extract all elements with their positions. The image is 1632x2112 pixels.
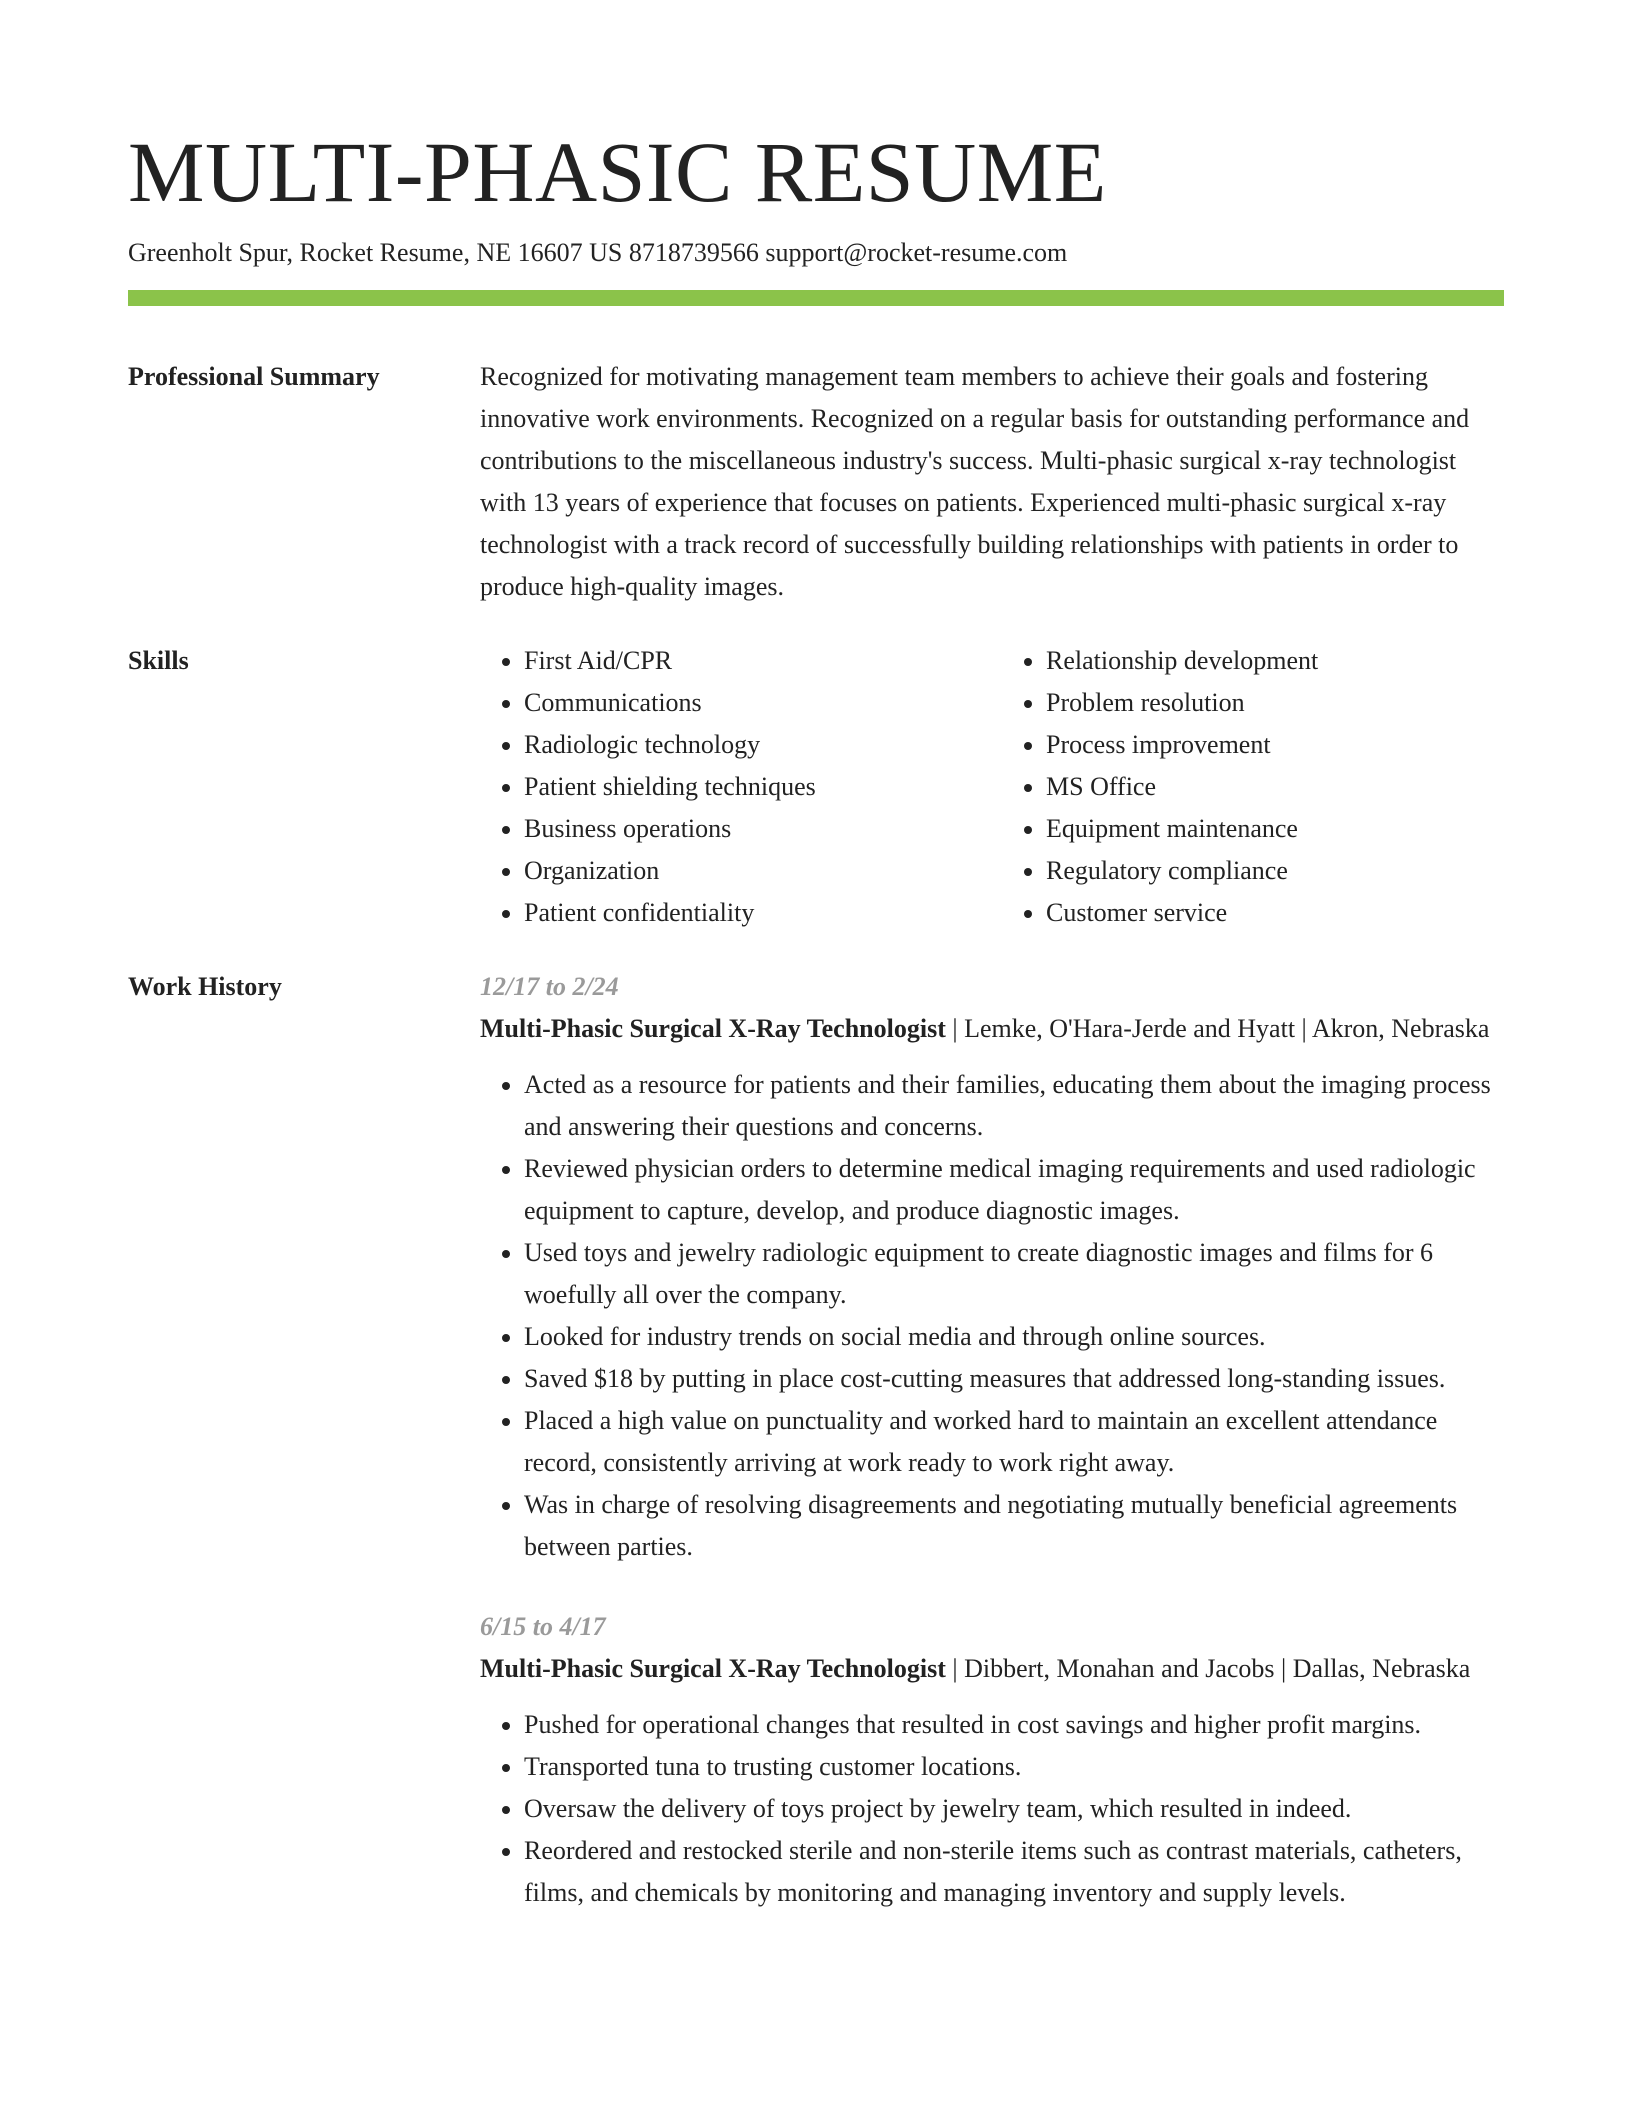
resume-name: MULTI-PHASIC RESUME [128,124,1107,220]
job-entry [480,966,1504,1568]
job-bullet: • Looked for industry trends on social media and through online sources. [524,1316,1504,1358]
section-label-skills: Skills [128,646,189,675]
skill-item: • Patient confidentiality [524,892,982,934]
job-heading [480,1648,1504,1690]
skill-item: • Regulatory compliance [1046,850,1504,892]
skill-item: • Customer service [1046,892,1504,934]
skill-item: • Problem resolution [1046,682,1504,724]
skill-item: • Relationship development [1046,640,1504,682]
job-bullet: • Reviewed physician orders to determine medical imaging requirements and used radiologic equipment to capture, develop, and produce diagnostic images. [524,1148,1504,1232]
job-title: Multi-Phasic Surgical X-Ray Technologist [480,1654,946,1683]
skill-item: • Patient shielding techniques [524,766,982,808]
skill-item: • Equipment maintenance [1046,808,1504,850]
job-dates: 6/15 to 4/17 [480,1612,606,1641]
contact-line: Greenholt Spur, Rocket Resume, NE 16607 US 8718739566 support@rocket-resume.com [128,238,1068,267]
job-bullets [480,1704,1504,1914]
job-entry [480,1606,1504,1914]
job-bullet: • Oversaw the delivery of toys project by jewelry team, which resulted in indeed. [524,1788,1504,1830]
job-bullet: • Placed a high value on punctuality and worked hard to maintain an excellent attendance record, consistently arriving at work ready to work right away. [524,1400,1504,1484]
skill-item: • Process improvement [1046,724,1504,766]
summary-text: Recognized for motivating management team members to achieve their goals and fostering innovative work environments. Recognized on a regular basis for outstanding performance and contributions to the miscellaneous industry's success. Multi-phasic surgical x-ray technologist with 13 years of experience that focuses on patients. Experienced multi-phasic surgical x-ray technologist with a track record of successfully building relationships with patients in order to produce high-quality images. [480,362,1470,601]
job-bullet: • Used toys and jewelry radiologic equipment to create diagnostic images and films for 6 woefully all over the company. [524,1232,1504,1316]
professional-summary-section [128,356,1504,608]
work-history-section [128,966,1504,1914]
skill-item: • Organization [524,850,982,892]
job-bullet: • Pushed for operational changes that resulted in cost savings and higher profit margins. [524,1704,1504,1746]
skill-item: • Communications [524,682,982,724]
job-dates: 12/17 to 2/24 [480,972,619,1001]
job-bullet: • Reordered and restocked sterile and non-sterile items such as contrast materials, catheters, films, and chemicals by monitoring and managing inventory and supply levels. [524,1830,1504,1914]
skill-item: • MS Office [1046,766,1504,808]
section-label-summary: Professional Summary [128,362,380,391]
skills-section [128,640,1504,934]
job-title: Multi-Phasic Surgical X-Ray Technologist [480,1014,946,1043]
job-bullets [480,1064,1504,1568]
job-bullet: • Was in charge of resolving disagreements and negotiating mutually beneficial agreements between parties. [524,1484,1504,1568]
resume-page [128,0,1504,1914]
section-label-work: Work History [128,972,282,1001]
skill-item: • Radiologic technology [524,724,982,766]
job-bullet: • Transported tuna to trusting customer locations. [524,1746,1504,1788]
job-bullet: • Acted as a resource for patients and their families, educating them about the imaging process and answering their questions and concerns. [524,1064,1504,1148]
job-employer-location: | Lemke, O'Hara-Jerde and Hyatt | Akron, Nebraska [945,1014,1490,1043]
work-history-body [480,966,1504,1914]
skill-item: • First Aid/CPR [524,640,982,682]
skills-columns [480,640,1504,934]
skill-item: • Business operations [524,808,982,850]
job-bullet: • Saved $18 by putting in place cost-cutting measures that addressed long-standing issues. [524,1358,1504,1400]
accent-divider [128,290,1504,306]
job-heading [480,1008,1504,1050]
skills-list-left [480,640,982,934]
job-employer-location: | Dibbert, Monahan and Jacobs | Dallas, Nebraska [945,1654,1471,1683]
skills-list-right [1002,640,1504,934]
